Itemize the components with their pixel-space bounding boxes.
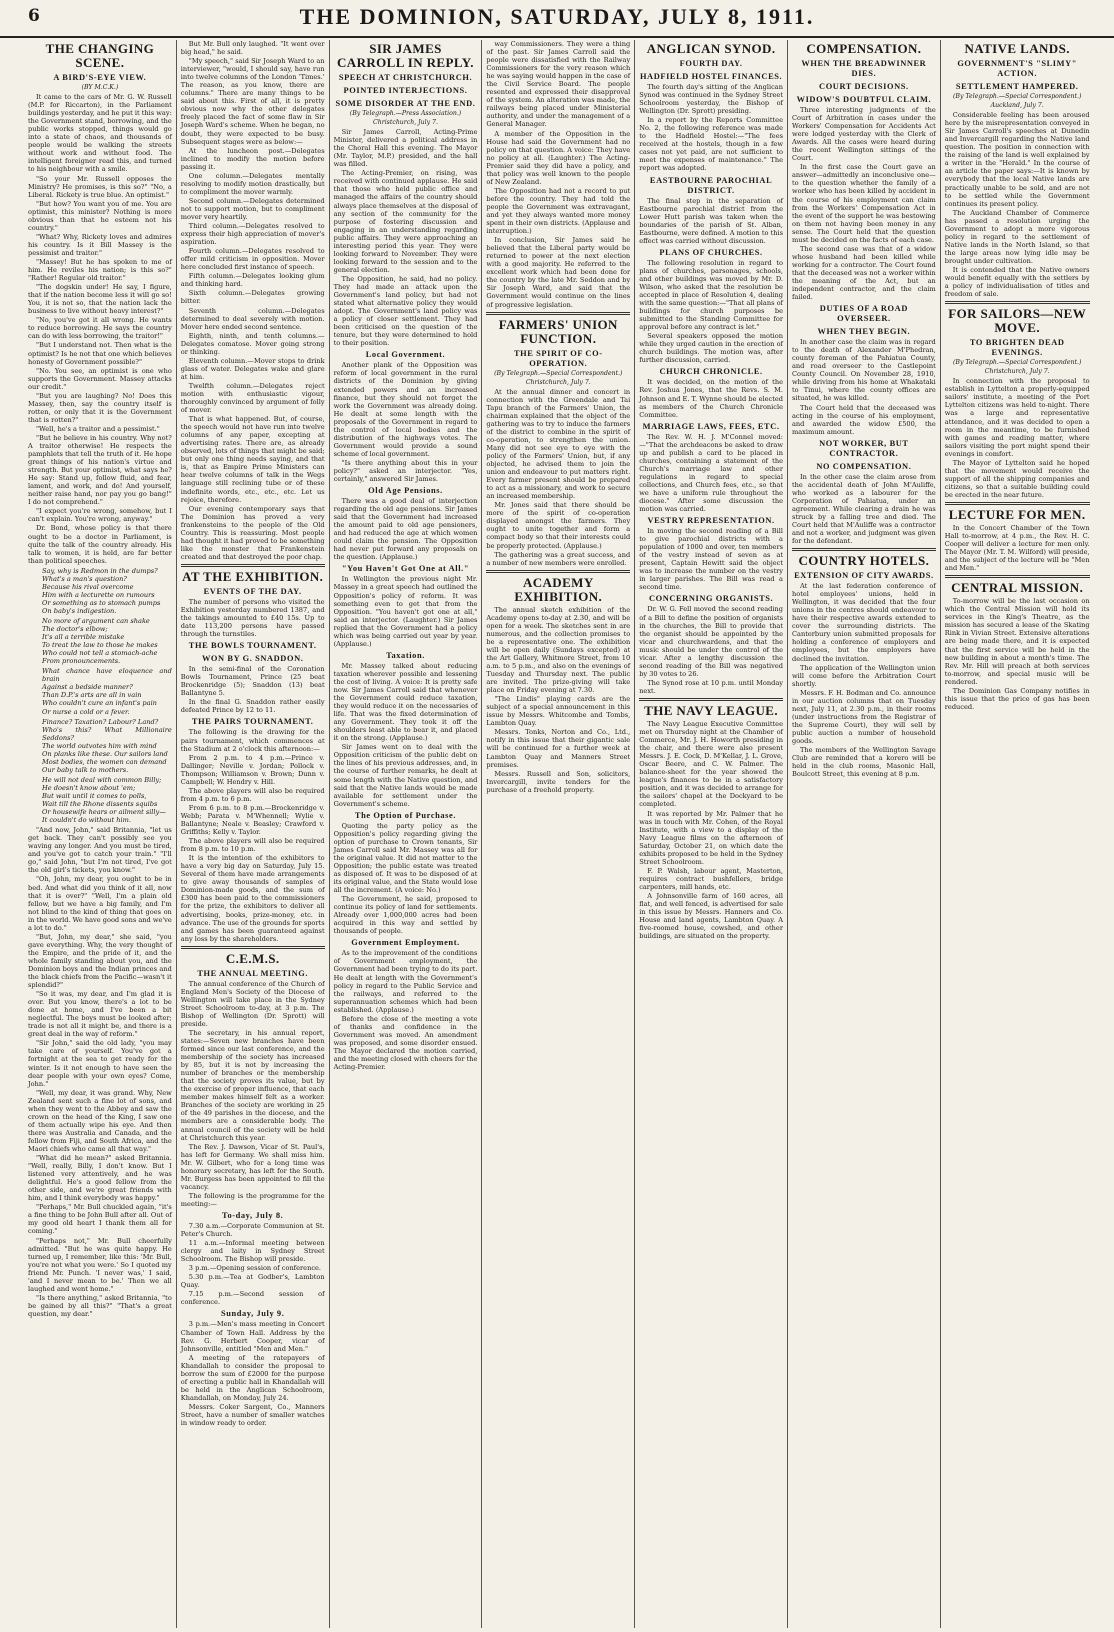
article-paragraph: Mr. Massey talked about reducing taxation wherever possible and lessening the cost of living. A voice: It is pretty safe now. Sir James Carroll said that whenever the Government could reduce taxation, they would reduce it on the necessaries of life. That was the fixed determination of any Government. They took it off the shoulders least able to bear it, and placed it on the strong. (Applause.) — [333, 661, 478, 743]
article-subheading: SETTLEMENT HAMPERED. — [955, 82, 1079, 91]
article-paragraph: It is contended that the Native owners would benefit equally with the settlers by a policy of individualisation of titles and freedom of sale. — [944, 265, 1090, 299]
article-subheading: To-day, July 8. — [222, 1211, 284, 1220]
article-paragraph: Third column.—Delegates resolved to express their high appreciation of mover's aspiration. — [180, 222, 325, 247]
article-headline: FARMERS' UNION FUNCTION. — [498, 316, 618, 346]
article-paragraph: Sixth column.—Delegates growing bitter. — [180, 289, 325, 306]
article-paragraph: The following resolution in regard to plans of churches, parsonages, schools, and other buildings was moved by Mr. D. Wilson, who asked that the resolution be accepted in place of Resolution 4, dealing with the same question:—"That all plans of buildings for church purposes be submitted to the Standing Committee for approval before any contract is let." — [639, 258, 783, 332]
article-paragraph: "Is there anything," asked Britannia, "to be gained by all this?" "That's a great question, my dear." — [28, 1293, 172, 1318]
article-paragraph: 7.30 a.m.—Corporate Communion at St. Peter's Church. — [180, 1222, 325, 1239]
article-paragraph: 7.15 p.m.—Second session of conference. — [180, 1290, 325, 1307]
article-paragraph: The members of the Wellington Savage Club are reminded that a korero will be held in the club rooms, Masonic Hall, Boulcott Street, this evening at 8 p.m. — [791, 746, 936, 779]
article-byline: Auckland, July 7. — [990, 102, 1044, 110]
article-subheading: MARRIAGE LAWS, FEES, ETC. — [642, 421, 780, 431]
article-paragraph: "So your Mr. Russell opposes the Ministry? He promises, is this so?" "No, a Liberal. Rickety is true blue. An optimist." — [28, 174, 172, 199]
article-subheading: EXTENSION OF CITY AWARDS. — [794, 571, 934, 581]
article-byline: Christchurch, July 7. — [984, 368, 1050, 376]
article-subheading: EASTBOURNE PAROCHIAL DISTRICT. — [649, 175, 773, 195]
column-divider — [945, 301, 1090, 304]
verse-stanza: Finance? Taxation? Labour? Land? Who's this? What Millionaire Seddons? The world outvotes him with mind On planks like these. Our sailors land Most bodies, the women can demand Our baby talk to mothers. — [42, 717, 172, 774]
article-headline: FOR SAILORS—NEW MOVE. — [948, 306, 1087, 336]
article-subheading: FOURTH DAY. — [679, 59, 743, 68]
article-paragraph: Dr. Bond, whose policy is that there ought to be a doctor in Parliament, is quite the talk of the country already. His talk to women, it is held, are far better than political speeches. — [28, 524, 172, 565]
article-paragraph: Messrs. F. H. Bodman and Co. announce in our auction columns that on Tuesday next, July 11, at 2.30 p.m., in their rooms (under instructions from the Registrar of the Supreme Court), they will sell by public auction a number of household goods. — [791, 688, 936, 745]
article-paragraph: In moving the second reading of a Bill to give parochial districts with a population of 1000 and over, ten members of the vestry instead of seven as at present, Captain Hewitt said the object was to increase the number on the vestry in larger parishes. The Bill was read a second time. — [639, 527, 783, 592]
article-headline: SIR JAMES CARROLL IN REPLY. — [337, 41, 474, 70]
article-paragraph: In the final G. Snaddon rather easily defeated Prince by 12 to 11. — [180, 698, 325, 715]
article-paragraph: Second column.—Delegates determined not to support motion, but to compliment mover very heartily. — [180, 196, 325, 221]
article-headline: NATIVE LANDS. — [964, 41, 1070, 56]
article-paragraph: The Opposition had not a record to put before the country. They had told the people the Government was extravagant, and yet they always wanted more money spent in their own districts. (Applause and interruption.) — [486, 186, 631, 236]
article-paragraph: "But how? You want you of me. You are optimist, this minister? Nothing is more obvious than that he esteem not his country." — [28, 199, 172, 232]
article-paragraph: "My speech," said Sir Joseph Ward to an interviewer, "would, I should say, have run into twelve columns of the London 'Times.' The reason, as you know, there are columns." There are many things to be said about this. First of all, it is pretty obvious now why the other delegates freely placed the fact of some flaw in Sir Joseph Ward's scheme. When he began, no doubt, they were expected to be busy. Subsequent stages were as below:— — [180, 57, 325, 146]
article-subheading: TO BRIGHTEN DEAD EVENINGS. — [969, 338, 1065, 358]
article-paragraph: The second case was that of a widow whose husband had been killed while working for a contractor. The Court found that the deceased was not a worker within the meaning of the Act, but an independent contractor, and the claim failed. — [791, 244, 936, 302]
article-headline: AT THE EXHIBITION. — [182, 568, 324, 584]
article-headline: ANGLICAN SYNOD. — [646, 41, 776, 56]
article-paragraph: "Perhaps," Mr. Bull chuckled again, "it's a fine thing to be John Bull after all. Out of my good old heart I thank them all for coming." — [28, 1203, 172, 1236]
article-paragraph: A member of the Opposition in the House had said the Government had no policy on that question. A voice: They have no policy at all. (Laughter.) The Acting-Premier said they did have a policy, and that policy was well known to the people of New Zealand. — [486, 129, 631, 186]
article-paragraph: In another case the claim was in regard to the death of Alexander M'Phedran, county foreman of the Pahiatua County, and road overseer to the Castlepoint County Council. On November 28, 1910, while driving from his home at Whakataki to Tinui, where the county offices are situated, he was killed. — [791, 338, 936, 403]
article-subheading: The Option of Purchase. — [354, 810, 457, 820]
article-paragraph: Considerable feeling has been aroused here by the misrepresentation conveyed in Sir James Carroll's speeches at Dunedin and Invercargill regarding the Native land question. The position in connection with the raising of the land is well explained by a writer in the "Herald." In the course of an article the paper says:—It is known by everybody that the local Native lands are practically unable to be sold, and are not to be settled while the Government continues its present policy. — [944, 111, 1090, 208]
article-paragraph: The Synod rose at 10 p.m. until Monday next. — [639, 678, 783, 695]
article-paragraph: Seventh column.—Delegates determined to deal severely with motion. Mover here ended second sentence. — [180, 306, 325, 331]
article-paragraph: The secretary, in his annual report, states:—Seven new branches have been formed since our last conference, and the membership of the society has increased by 85, but it is not by increasing the number of branches or the membership that the society proves its value, but by the exercise of proper influence, that each member makes himself felt as a worker. Branches of the society are working in 25 of the 49 parishes in the diocese, and the members are a considerable body. The annual council of the society will be held at Christchurch this year. — [180, 1028, 325, 1142]
article-paragraph: "I expect you're wrong, somehow, but I can't explain. You're wrong, anyway." — [28, 507, 172, 524]
article-byline: (By Telegraph.—Special Correspondent.) — [952, 359, 1082, 367]
article-paragraph: The following is the programme for the meeting:— — [180, 1191, 325, 1208]
article-paragraph: "But you are laughing? No! Does this Massey, then, say the country itself is rotten, or only that it is the Government that is rotten?" — [28, 391, 172, 424]
article-paragraph: Fifth column.—Delegates looking glum and thinking hard. — [180, 272, 325, 289]
article-paragraph: The Rev. J. Dawson, Vicar of St. Paul's, has left for Germany. We shall miss him. Mr. W. Gilbert, who for a long time was honorary secretary, has left for the South. Mr. Burgess has been appointed to fill the vacancy. — [180, 1142, 325, 1191]
column-3 — [330, 40, 483, 1628]
article-paragraph: The application of the Wellington union will come before the Arbitration Court shortly. — [791, 663, 936, 688]
article-paragraph: Our evening contemporary says that The Dominion has proved a very frankensteins to the people of the Old Country. This is reassuring. Most people had thought it had proved to be something like the monster that Frankenstein created and that destroyed the poor chap. — [180, 504, 325, 561]
column-divider — [639, 698, 783, 701]
column-divider — [486, 312, 630, 315]
column-divider — [945, 502, 1090, 505]
article-paragraph: In a report by the Reports Committee No. 2, the following reference was made to the Hadfield Hostel:—"The fees received at the hostels, though in a few cases not yet paid, are not sufficient to meet the expenses of maintenance." The report was adopted. — [639, 116, 783, 173]
article-paragraph: Messrs. Tonks, Norton and Co., Ltd., notify in this issue that their gigantic sale will be continued for a further week at Lambton Quay and Manners Street premises. — [486, 728, 631, 769]
article-paragraph: In the Concert Chamber of the Town Hall to-morrow, at 4 p.m., the Rev. H. C. Cooper will deliver a lecture for men only. The Mayor (Mr. T. M. Wilford) will preside, and the subject of the lecture will be "Men and Men." — [944, 523, 1090, 573]
article-paragraph: "Oh, John, my dear, you ought to be in bed. And what did you think of it all, now that it is over?" "Well, I'm a plain old fellow, but we have a big family, and I'm not blind to the kind of thing that goes on in the world. We have good sons and we've a lot to do." — [28, 875, 172, 932]
article-paragraph: The Acting-Premier, on rising, was received with continued applause. He said that those who held public office and managed the affairs of the country should always place themselves at the disposal of any section of the community for the purpose of fostering discussion and engaging in an understanding regarding public affairs. They were approaching an interesting period this year. They were looking forward to November. They were looking forward to the session and to the general election. — [333, 169, 478, 274]
article-subheading: PLANS OF CHURCHES. — [659, 247, 763, 257]
article-paragraph: There was a good deal of interjection regarding the old age pensions. Sir James said that the Government had increased the amount paid to old age pensioners, and had reduced the age at which women could claim the pension. The Opposition had never put forward any proposals on the question. (Applause.) — [333, 497, 478, 562]
article-subheading: WON BY G. SNADDON. — [201, 654, 304, 664]
article-paragraph: Messrs. Coker Sargent, Co., Manners Street, have a number of smaller watches in window ready to order. — [180, 1402, 325, 1428]
verse-stanza: He will not deal with common Billy; He doesn't know about 'em; But wait until it comes to polls, Wait till the Rhone dissents squibs Or housewife hears or ailment silly— It couldn't do without him. — [42, 775, 166, 825]
article-headline: THE CHANGING SCENE. — [45, 41, 155, 70]
article-paragraph: "So it was, my dear, and I'm glad it is over. But you know, there's a lot to be done at home, and I've been a bit neglectful. The boys must be looked after; trade is not all it might be, and there is a great deal in the way of reform." — [28, 990, 172, 1039]
article-paragraph: Before the close of the meeting a vote of thanks and confidence in the Government was moved. An amendment was proposed, and some disorder ensued. The Mayor declared the motion carried, and the meeting closed with cheers for the Acting-Premier. — [333, 1014, 478, 1072]
article-paragraph: That is what happened. But, of course, the speech would not have run into twelve columns of any paper, excepting at advertising rates. There are, as already observed, lots of things that might be said; but only one thing needs saying, and that is, that as Empire Prime Ministers can hear twelve columns of talk in the Wegs language still reclining tube or of these indefinite words, etc., etc., etc. Let us rejoice, therefore. — [180, 415, 325, 504]
article-subheading: NO COMPENSATION. — [816, 461, 912, 471]
article-paragraph: The Navy League Executive Committee met on Thursday night at the Chamber of Commerce, Mr. J. H. Howorth presiding in the chair, and there were also present Messrs. J. E. Cock, D. M'Kellar, J. L. Grove, Oscar Beere, and C. W. Palmer. The balance-sheet for the year showed the league's finances to be in a satisfactory position, and it was decided to arrange for the sailors' chapel at the Dockyard to be completed. — [639, 720, 783, 809]
article-headline: COMPENSATION. — [806, 41, 922, 56]
page-number: 6 — [28, 6, 40, 26]
article-paragraph: The above players will also be required from 8 p.m. to 10 p.m. — [180, 837, 325, 854]
article-paragraph: The following is the drawing for the pairs tournament, which commences at the Stadium at 2 o'clock this afternoon:— — [180, 728, 325, 753]
article-headline: CENTRAL MISSION. — [951, 580, 1084, 596]
article-paragraph: The Government, he said, proposed to continue its policy of land for settlements. Already over 1,000,000 acres had been acquired in this way and settled by thousands of people. — [333, 895, 478, 936]
column-6 — [788, 40, 941, 1628]
article-paragraph: It was reported by Mr. Palmer that he was in touch with Mr. Cohen, of the Royal Institute, with a view to a display of the Navy League films on the afternoon of Saturday, October 21, on which date the exhibits proposed to be held in the Sydney Street Schoolroom. — [639, 809, 783, 866]
article-subheading: DUTIES OF A ROAD OVERSEER. — [819, 304, 908, 324]
article-paragraph: 3 p.m.—Opening session of conference. — [188, 1264, 322, 1273]
article-paragraph: "And now, John," said Britannia, "let us get back. They can't possibly see you waving any longer. And you must be tired, and you've got to catch your train." "I'll go," said John, "but I'm not tired, I've got the old girl's tickets, you know." — [28, 826, 172, 875]
article-paragraph: "Well, he's a traitor and a pessimist." — [36, 424, 160, 433]
article-paragraph: The number of persons who visited the Exhibition yesterday numbered 1387, and the takings amounted to £40 15s. Up to date 113,200 persons have passed through the turnstiles. — [180, 597, 325, 639]
article-paragraph: From 2 p.m. to 4 p.m.—Prince v. Dallinger; Neville v. Jordan; Pollock v. Thompson; Williamson v. Brown; Dunn v. Campbell; W. Hendry v. Hill. — [180, 753, 325, 786]
article-paragraph: Quoting the party policy as the Opposition's policy regarding giving the option of purchase to Crown tenants, Sir James Carroll said Mr. Massey was all for the original value. It did not matter to the Opposition; the public estate was treated as disposed of. It was to be disposed of at its original value, and the State would lose all the increment. (A voice: No.) — [333, 821, 478, 895]
article-subheading: COURT DECISIONS. — [819, 82, 909, 91]
article-paragraph: "Sir John," said the old lady, "you may take care of yourself. You've got a fortnight at the sea to get ready for the winter. Is it not enough to have seen the dear people with your own eyes? Come, John." — [28, 1039, 172, 1088]
article-paragraph: "Massey! But he has spoken to me of him. He reviles his nation; is this so?" "Rather! Regular old traitor." — [28, 257, 172, 283]
article-paragraph: Dr. W. G. Fell moved the second reading of a Bill to define the position of organists in the churches, the Bill to provide that the organist should be appointed by the vicar and churchwardens, and that the music should be under the control of the vicar. After a lengthy discussion the second reading of the Bill was negatived by 30 votes to 26. — [639, 605, 783, 678]
article-paragraph: In the other case the claim arose from the accidental death of John M'Auliffe, who worked as a labourer for the Corporation of Pahiatua, under an agreement. While clearing a drain he was struck by a falling tree and died. The Court held that M'Auliffe was a contractor and not a worker, and judgment was given for the defendant. — [791, 472, 936, 546]
article-subheading: POINTED INTERJECTIONS. — [343, 86, 468, 95]
article-byline: Christchurch, July 7. — [373, 119, 438, 127]
article-subheading: GOVERNMENT'S "SLIMY" ACTION. — [957, 59, 1078, 78]
article-subheading: Government Employment. — [351, 938, 460, 948]
article-paragraph: The gathering was a great success, and a number of new members were enrolled. — [486, 550, 631, 567]
article-subheading: Sunday, July 9. — [220, 1309, 285, 1319]
article-subheading: A BIRD'S-EYE VIEW. — [53, 73, 147, 82]
article-paragraph: In the first case the Court gave an answer—admittedly an inconclusive one—to the question whether the family of a worker who has been killed by accident in the course of his employment can claim from the Workers' Compensation Act in the event of the support he was bestowing on them not having been money in any sense. The Court held that the question must be decided on the facts of each case. — [791, 163, 936, 244]
article-paragraph: It is the intention of the exhibitors to have a very big day on Saturday, July 15. Several of them have made arrangements to give away thousands of samples of Dominion-made goods, and the sum of £300 has been paid to the commissioners for the prize, the exhibitors to deliver all advertising, books, prize-money, etc. in advance. The use of the grounds for sports and games has been guaranteed against any loss by the shareholders. — [180, 854, 325, 943]
article-paragraph: The Opposition, he said, had no policy. They had made an attack upon the Government's land policy, but had not stated what alternative policy they would adopt. The Government's land policy was a policy of closer settlement. They had been criticised on the question of the tenure, but they were determined to hold to their position. — [333, 274, 478, 348]
article-subheading: WIDOW'S DOUBTFUL CLAIM. — [796, 95, 932, 104]
article-byline: (By Telegraph.—Special Correspondent.) — [952, 93, 1082, 100]
article-subheading: Local Government. — [365, 350, 446, 360]
article-subheading: EVENTS OF THE DAY. — [203, 586, 302, 596]
article-subheading: NOT WORKER, BUT CONTRACTOR. — [819, 438, 909, 458]
verse-stanza: What chance have eloquence and brain Against a bedside manner? Than D.P.'s arts are all in vain Who couldn't cure an infant's pain Or nurse a cold or a fever. — [42, 667, 172, 716]
article-paragraph: In Wellington the previous night Mr. Massey in a great speech had outlined the Opposition's policy of reform. It was something even to get that from the Opposition. "You haven't got one at all," said an interjector. (Laughter.) Sir James replied that the Government had a policy which was being carried out year by year. (Applause.) — [333, 575, 478, 648]
article-paragraph: The fourth day's sitting of the Anglican Synod was continued in the Sydney Street Schoolroom yesterday, the Bishop of Wellington (Dr. Sprott) presiding. — [639, 83, 783, 116]
article-headline: THE NAVY LEAGUE. — [644, 703, 779, 718]
article-byline: (By Telegraph.—Special Correspondent.) — [494, 369, 623, 377]
article-paragraph: But Mr. Bull only laughed. "It went over big head," he said. — [180, 40, 325, 57]
article-byline: Christchurch, July 7. — [525, 378, 591, 386]
article-paragraph: Another plank of the Opposition was reform of local government in the rural districts of the Dominion by giving extended powers and an increased finance, but they should not forget the work the Government was already doing. He dealt at some length with the proposals of the Government in regard to the control of local bodies and the distribution of the highways votes. The Government would provide a sound scheme of local government. — [333, 361, 478, 458]
article-paragraph: The above players will also be required from 4 p.m. to 6 p.m. — [180, 786, 325, 803]
column-2 — [177, 40, 330, 1628]
article-paragraph: Twelfth column.—Delegates reject motion with enthusiastic vigour, thoroughly convinced by argument of folly of mover. — [180, 381, 325, 415]
masthead — [0, 0, 1114, 38]
article-paragraph: The annual conference of the Church of England Men's Society of the Diocese of Wellington will take place in the Sydney Street Schoolroom to-day, at 3 p.m. The Bishop of Wellington (Dr. Sprott) will preside. — [180, 979, 325, 1028]
verse-stanza: Say, why is Redmon in the dumps? What's a man's question? Because his rival overcome Him with a lecturette on rumours Or something as to stomach pumps On baby's indigestion. — [42, 566, 161, 615]
column-1 — [24, 40, 177, 1628]
article-paragraph: way Commissioners. They were a thing of the past. Sir James Carroll said the people were dissatisfied with the Railway Commissioners for the very reason which he was saying would happen in the case of the Civil Service Board. The people resented and expressed their disapproval of the system. An alteration was made, the railways being placed under Ministerial authority, and under the management of a General Manager. — [486, 40, 631, 129]
article-paragraph: Sir James Carroll, Acting-Prime Minister, delivered a political address in the Choral Hall this evening. The Mayor (Mr. Taylor, M.P.) presided, and the hall was filled. — [333, 128, 478, 169]
article-byline: (By Telegraph.—Press Association.) — [349, 110, 462, 117]
article-subheading: THE PAIRS TOURNAMENT. — [191, 717, 314, 727]
article-paragraph: "Well, my dear, it was grand. Why, New Zealand sent such a fine lot of sons, and when they went to the Abbey and saw the crown on the head of the King, I saw one of them actually wipe his eye. And then there was Australia and Canada, and the fellow from Fiji, and South Africa, and the Maori chiefs who came all that way." — [28, 1088, 172, 1153]
column-divider — [181, 564, 325, 567]
article-subheading: WHEN THEY BEGIN. — [817, 327, 911, 337]
article-subheading: THE ANNUAL MEETING. — [197, 968, 309, 978]
article-paragraph: "Perhaps not," Mr. Bull cheerfully admitted. "But he was quite happy. He turned up, I remember, like this: 'Mr. Bull, you're not what you were.' So I quoted my friend Mr. Punch. 'I never was,' I said, 'and I never mean to be.' Then we all laughed and went home." — [28, 1236, 172, 1293]
article-paragraph: From 6 p.m. to 8 p.m.—Brockenridge v. Webb; Parata v. M'Whennell; Wylie v. Ballantyne; Neale v. Beasley; Crawford v. Griffiths; Kelly v. Taylor. — [180, 803, 325, 837]
article-subheading: HADFIELD HOSTEL FINANCES. — [639, 72, 783, 81]
article-paragraph: "The Lindis" playing cards are the subject of a special announcement in this issue by Messrs. Whitcombe and Tombs, Lambton Quay. — [486, 695, 631, 728]
article-paragraph: At the last federation conference of hotel employees' unions, held in Wellington, it was decided that the four unions in the centres should endeavour to have their respective awards extended to cover the surrounding districts. The Canterbury union submitted proposals for holding a conference of employers and employees, but the employers have declined the invitation. — [791, 582, 936, 663]
article-headline: ACADEMY EXHIBITION. — [514, 574, 603, 604]
article-paragraph: It was decided, on the motion of the Rev. Joshua Jones, that the Revs. S. M. Johnson and E. T. Wynne should be elected as members of the Church Chronicle Committee. — [639, 378, 783, 419]
article-paragraph: 3 p.m.—Men's mass meeting in Concert Chamber of Town Hall. Address by the Rev. G. Herbert Cooper, vicar of Johnsonville, entitled "Men and Men." — [180, 1320, 325, 1353]
article-paragraph: "But I understand not. Then what is the optimist? Is he not that one which believes honesty of Government possible?" — [28, 341, 172, 366]
article-paragraph: The Auckland Chamber of Commerce has passed a resolution urging the Government to adopt a more vigorous policy in regard to the settlement of Native lands in the North Island, so that the large areas now lying idle may be brought under cultivation. — [944, 208, 1090, 265]
column-divider — [792, 548, 936, 551]
article-paragraph: The Dominion Gas Company notifies in this issue that the price of gas has been reduced. — [944, 686, 1090, 711]
article-paragraph: Eighth, ninth, and tenth columns.—Delegates comatose. Mover going strong or thinking. — [180, 331, 325, 356]
article-headline: LECTURE FOR MEN. — [948, 506, 1086, 522]
columns — [24, 40, 1094, 1628]
column-divider — [486, 570, 630, 573]
article-paragraph: The final step in the separation of Eastbourne parochial district from the Lower Hutt parish was taken when the boundaries of the parish of St. Alban, Eastbourne, were defined. A motion to this effect was carried without discussion. — [639, 196, 783, 245]
article-paragraph: "No. You see, an optimist is one who supports the Government. Massey attacks our credit." — [28, 366, 172, 391]
article-paragraph: A meeting of the ratepayers of Khandallah to consider the proposal to borrow the sum of £2000 for the purpose of erecting a public hall in Khandallah will be held in the Anglican Schoolroom, Khandallah, on Monday, July 24. — [180, 1353, 325, 1402]
article-subheading: CHURCH CHRONICLE. — [659, 367, 763, 377]
article-paragraph: In the semi-final of the Coronation Bowls Tournament, Prince (25 beat Brockenridge (5); Snaddon (13) beat Ballantyne 5. — [180, 665, 325, 698]
article-paragraph: One column.—Delegates mentally resolving to modify motion drastically, but to compliment the mover warmly. — [180, 171, 325, 196]
newspaper-title: THE DOMINION, SATURDAY, JULY 8, 1911. — [299, 4, 815, 29]
article-paragraph: "But, John, my dear," she said, "you gave everything. Why, the very thought of the Empire, and the pride of it, and the whole family standing about you, and the Dominion boys and the Indian princes and the black chiefs from the Pacific—wasn't it splendid?" — [28, 932, 172, 990]
article-headline: COUNTRY HOTELS. — [798, 553, 930, 569]
article-subheading: THE SPIRIT OF CO-OPERATION. — [513, 348, 603, 368]
column-divider — [181, 946, 325, 949]
column-5 — [635, 40, 788, 1628]
article-subheading: CONCERNING ORGANISTS. — [648, 594, 774, 604]
article-paragraph: The Mayor of Lyttelton said he hoped that the movement would receive the support of all the shipping companies and citizens, so that a suitable building could be erected in the near future. — [944, 458, 1090, 499]
article-paragraph: To-morrow will be the last occasion on which the Central Mission will hold its services in the King's Theatre, as the mission has secured a lease of the Skating Rink in Vivian Street. Extensive alterations are being made there, and it is expected that the first service will be held in the new building in about a month's time. The Rev. Mr. Hill will preach at both services to-morrow, and special music will be rendered. — [944, 597, 1090, 686]
article-paragraph: In conclusion, Sir James said he believed that the Liberal party would be returned to power at the next election with a good majority. He referred to the excellent work which had been done for the country by the late Mr. Seddon and by Sir Joseph Ward, and said that the Government would continue on the lines of progressive legislation. — [486, 236, 631, 309]
article-paragraph: "But he believe in his country. Why not? A traitor otherwise! He respects the pamphlets that tell the truth of it. He hope great things of his nation's virtue and strength. But your optimist, what says he? He say: Stand up, follow fluid, and fear, lament, and work, and do! And yourself, neither raise hand, nor pay you go bang!" I do not comprehend." — [28, 433, 172, 507]
article-subheading: WHEN THE BREADWINNER DIES. — [801, 59, 927, 78]
column-4 — [482, 40, 635, 1628]
article-subheading: "You Haven't Got One at All." — [341, 564, 470, 574]
article-paragraph: A Johnsonville farm of 160 acres, all flat, and well fenced, is advertised for sale in this issue by Messrs. Hanners and Co. House and land agents, Lambton Quay. A five-roomed house, cowshed, and other buildings, are situated on the property. — [639, 891, 783, 941]
article-paragraph: "The dogskin under! He say, I figure, that if the nation become less it will go so! You, it is not so, that the nation lack the business to live without heavy interest?" — [28, 283, 172, 316]
verse-stanza: No more of argument can shake The doctor's elbow; It's all a terrible mistake To treat the law to those he makes Who could not tell a stomach-ache From pronouncements. — [42, 617, 158, 666]
article-paragraph: 11 a.m.—Informal meeting between clergy and laity in Sydney Street Schoolroom. The Bishop will preside. — [180, 1239, 325, 1264]
article-paragraph: Several speakers opposed the motion while they urged caution in the erection of church buildings. The motion was, after further discussion, carried. — [639, 332, 783, 365]
article-subheading: THE BOWLS TOURNAMENT. — [188, 641, 317, 651]
article-paragraph: Eleventh column.—Mover stops to drink glass of water. Delegates wake and glare at him. — [180, 356, 325, 381]
column-divider — [945, 575, 1090, 578]
article-paragraph: At the annual dinner and concert in connection with the Greendale and Tai Tapu branch of the Farmers' Union, the chairman explained that the object of the gathering was to try to induce the farmers of the district to combine in the spirit of co-operation, to strengthen the union. Many did not see eye to eye with the policy of the Farmers' Union, but, if any objected, he advised them to join the union and endeavour to put matters right. Every farmer present should be prepared to act as a missionary, and work to secure an increased membership. — [486, 387, 631, 501]
article-paragraph: Three interesting judgments of the Court of Arbitration in cases under the Workers' Compensation for Accidents Act were lodged yesterday with the Clerk of Awards. All the cases were heard during the recent Wellington sittings of the Court. — [791, 106, 936, 163]
article-paragraph: "What? Why, Rickety loves and admires his country. Is it Bill Massey is the pessimist and traitor." — [28, 232, 172, 257]
article-paragraph: Sir James went on to deal with the Opposition criticism of the public debt on the lines of his previous addresses, and, in the course of further remarks, he dealt at some length with the Native question, and said that the Native lands would be made available for settlement under the Government's scheme. — [333, 743, 478, 808]
article-subheading: Taxation. — [386, 650, 425, 660]
article-paragraph: "No, you've got it all wrong. He wants to reduce borrowing. He says the country can do with less borrowing, the traitor!" — [28, 316, 172, 341]
article-paragraph: Mr. Jones said that there should be more of the spirit of co-operation displayed amongst the farmers. They ought to unite together and form a compact body so that their interests could be properly protected. (Applause.) — [486, 501, 631, 550]
article-paragraph: Messrs. Russell and Son, solicitors, Invercargill, invite tenders for the purchase of a freehold property. — [486, 769, 631, 794]
article-paragraph: It came to the cars of Mr. G. W. Russell (M.P. for Riccarton), in the Parliament buildings yesterday, and he put it this way: the Government stand, borrowing, and the public works stopped, things would go into a state of chaos, and thousands of people would be walking the streets without work and without food. The intelligent foreigner read this, and turned to his neighbour with a smile. — [28, 93, 172, 174]
article-byline: (BY M.C.K.) — [81, 84, 119, 91]
article-subheading: Old Age Pensions. — [368, 486, 443, 496]
article-subheading: SPEECH AT CHRISTCHURCH. — [338, 73, 473, 82]
article-paragraph: "Is there anything about this in your policy?" asked an interjector. "Yes, certainly," answered Sir James. — [333, 458, 478, 484]
article-paragraph: As to the improvement of the conditions of Government employment, the Government had been trying to do its part. He dealt at length with the Government's policy in regard to the Public Service and the railways, and referred to the superannuation schemes which had been established. (Applause.) — [333, 949, 478, 1014]
article-paragraph: Fourth column.—Delegates resolved to offer mild criticism in opposition. Mover here concluded first instance of speech. — [180, 247, 325, 272]
article-paragraph: At the luncheon post.—Delegates inclined to modify the motion before passing it. — [180, 146, 325, 171]
article-subheading: SOME DISORDER AT THE END. — [335, 99, 476, 108]
article-subheading: VESTRY REPRESENTATION. — [647, 516, 775, 526]
article-paragraph: The Rev. W. H. J. M'Connel moved:—"That the archdeacons be asked to draw up and publish a card to be placed in churches, containing a statement of the Church's marriage law and other regulations in regard to special collections, and Church fees, etc., so that we have a uniform rule throughout the diocese." After some discussion the motion was carried. — [639, 432, 783, 514]
article-paragraph: "What did he mean?" asked Britannia. "Well, really, Billy, I don't know. But I listened very attentively, and he was delightful. He's a good fellow from the other side, and we're great friends with him, and I think everybody was happy." — [28, 1154, 172, 1203]
article-paragraph: 5.30 p.m.—Tea at Godber's, Lambton Quay. — [180, 1273, 325, 1290]
column-7 — [941, 40, 1094, 1628]
article-paragraph: The annual sketch exhibition of the Academy opens to-day at 2.30, and will be open for a week. The sketches sent in are numerous, and the collection promises to be a representative one. The exhibition will be open daily (Sundays excepted) at the Art Gallery, Whitmore Street, from 10 a.m. to 5 p.m., and also on the evenings of Tuesday and Thursday next. The public are invited. The prize-giving will take place on Friday evening at 7.30. — [486, 605, 631, 695]
article-paragraph: In connection with the proposal to establish in Lyttelton a properly-equipped sailors' institute, a meeting of the Port Lyttelton citizens was held to-night. There was a large and representative attendance, and it was decided to open a room in the meantime, to be furnished with games and reading matter, where sailors visiting the port might spend their evenings in comfort. — [944, 377, 1090, 458]
article-paragraph: The Court held that the deceased was acting in the course of his employment, and awarded the widow £500, the maximum amount. — [791, 403, 936, 436]
article-paragraph: F. P. Walsh, labour agent, Masterton, requires contract bushfellers, bridge carpenters, mill hands, etc. — [639, 866, 783, 891]
article-headline: C.E.M.S. — [225, 950, 280, 966]
